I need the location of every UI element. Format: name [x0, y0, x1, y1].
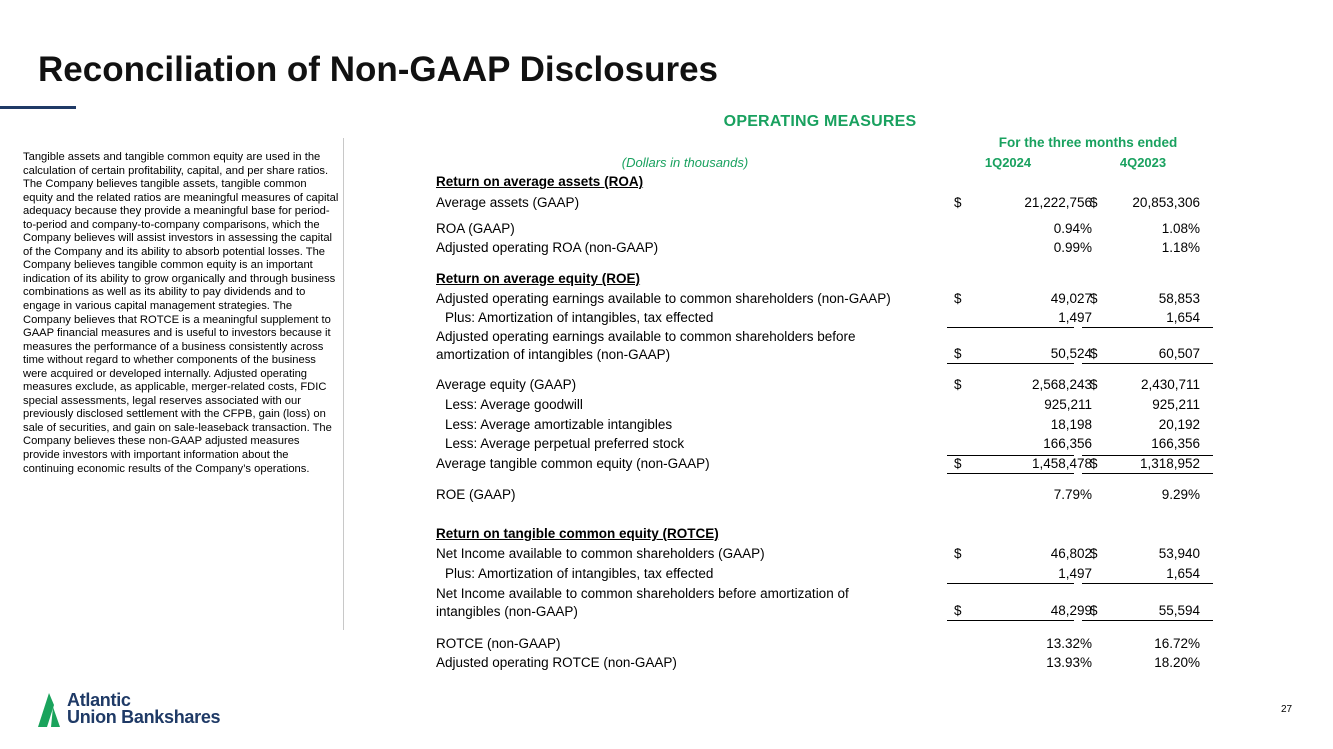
- row-label: Adjusted operating earnings available to common shareholders (non-GAAP): [436, 291, 891, 306]
- dollar-sign: $: [1090, 346, 1098, 361]
- row-label: Less: Average goodwill: [445, 397, 583, 412]
- value-4q2023: 1,654: [1166, 310, 1200, 325]
- table-row-less-preferred-stock: [436, 436, 1216, 453]
- value-1q2024: 1,497: [1058, 310, 1092, 325]
- dollar-sign: $: [1090, 377, 1098, 392]
- value-1q2024: 925,211: [1044, 397, 1092, 412]
- value-4q2023: 60,507: [1158, 346, 1200, 361]
- row-label: Plus: Amortization of intangibles, tax effected: [445, 310, 714, 325]
- row-label: Adjusted operating ROA (non-GAAP): [436, 240, 659, 255]
- value-1q2024: 48,299: [1050, 603, 1092, 618]
- roa-section-header: [436, 174, 1216, 191]
- table-row-less-amortizable-intangibles: [436, 417, 1216, 434]
- value-4q2023: 16.72%: [1154, 636, 1200, 651]
- total-rule: [947, 363, 1074, 364]
- value-4q2023: 1,318,952: [1139, 456, 1200, 471]
- value-4q2023: 166,356: [1151, 436, 1200, 451]
- column-header-1q2024: 1Q2024: [984, 155, 1032, 170]
- column-divider: [343, 138, 344, 630]
- table-row-net-income: [436, 546, 1216, 563]
- row-label: Return on tangible common equity (ROTCE): [436, 526, 719, 541]
- value-4q2023: 1.18%: [1161, 240, 1200, 255]
- roe-section-header: [436, 271, 1216, 288]
- table-row-plus-amortization: [436, 310, 1216, 327]
- row-label: ROE (GAAP): [436, 487, 516, 502]
- row-label-line-2: intangibles (non-GAAP): [436, 604, 578, 619]
- table-row-net-income-before-amortization: [436, 586, 1216, 620]
- value-4q2023: 2,430,711: [1140, 377, 1200, 392]
- logo-mark-icon: [38, 693, 64, 727]
- period-header: For the three months ended: [998, 135, 1178, 150]
- units-note: (Dollars in thousands): [621, 155, 749, 170]
- dollar-sign: $: [1090, 291, 1098, 306]
- value-4q2023: 9.29%: [1161, 487, 1200, 502]
- table-row-roe-gaap: [436, 487, 1216, 504]
- dollar-sign: $: [954, 603, 962, 618]
- dollar-sign: $: [954, 456, 962, 471]
- value-4q2023: 18.20%: [1154, 655, 1200, 670]
- value-4q2023: 925,211: [1152, 397, 1200, 412]
- dollar-sign: $: [954, 291, 962, 306]
- table-row-adjusted-rotce: [436, 655, 1216, 672]
- table-row-adjusted-earnings-before-amortization: [436, 329, 1216, 363]
- row-label: Less: Average perpetual preferred stock: [445, 436, 685, 451]
- subtotal-rule: [947, 583, 1074, 584]
- dollar-sign: $: [954, 195, 962, 210]
- subtotal-rule: [1082, 327, 1213, 328]
- value-1q2024: 49,027: [1050, 291, 1092, 306]
- row-label: Less: Average amortizable intangibles: [445, 417, 673, 432]
- subtotal-rule: [1082, 583, 1213, 584]
- row-label-line-1: Adjusted operating earnings available to common shareholders before: [436, 329, 856, 344]
- value-1q2024: 2,568,243: [1031, 377, 1092, 392]
- table-row-adjusted-earnings: [436, 291, 1216, 308]
- row-label: Average assets (GAAP): [436, 195, 580, 210]
- table-row-plus-amortization-2: [436, 566, 1216, 583]
- page-title: Reconciliation of Non-GAAP Disclosures: [38, 50, 719, 89]
- value-1q2024: 7.79%: [1053, 487, 1092, 502]
- dollar-sign: $: [954, 346, 962, 361]
- total-rule: [947, 473, 1074, 474]
- total-rule: [947, 455, 1074, 456]
- subtotal-rule: [947, 327, 1074, 328]
- row-label: Net Income available to common shareholders (GAAP): [436, 546, 765, 561]
- dollar-sign: $: [1090, 603, 1098, 618]
- company-logo: [38, 690, 278, 730]
- dollar-sign: $: [1090, 546, 1098, 561]
- value-1q2024: 13.93%: [1046, 655, 1092, 670]
- value-4q2023: 55,594: [1158, 603, 1200, 618]
- intro-paragraph: Tangible assets and tangible common equity are used in the calculation of certain profitability, capital, and per share ratios. The Company believes tangible assets, tangible common equity and the related ratios are meaningful measures of capital adequacy because they provide a meaningful base for period-to-period and company-to-company comparisons, which the Company believes will assist investors in assessing the capital of the Company and its ability to absorb potential losses. The Company believes tangible common equity is an important indication of its ability to grow organically and through business combinations as well as its ability to pay dividends and to engage in various capital management strategies. The Company believes that ROTCE is a meaningful supplement to GAAP financial measures and is useful to investors because it measures the performance of a business consistently across time without regard to whether components of the business were acquired or developed internally. Adjusted operating measures exclude, as applicable, merger-related costs, FDIC special assessments, legal reserves associated with our previously disclosed settlement with the CFPB, gain (loss) on sale of securities, and gain on sale-leaseback transaction. The Company believes these non-GAAP adjusted measures provide investors with important information about the continuing economic results of the Company’s operations.: [23, 151, 339, 475]
- row-label: ROA (GAAP): [436, 221, 515, 236]
- section-title: OPERATING MEASURES: [723, 113, 917, 130]
- value-4q2023: 53,940: [1158, 546, 1200, 561]
- dollar-sign: $: [1090, 456, 1098, 471]
- row-label: Adjusted operating ROTCE (non-GAAP): [436, 655, 677, 670]
- row-label-line-1: Net Income available to common shareholders before amortization of: [436, 586, 849, 601]
- table-row-average-equity: [436, 377, 1216, 394]
- title-accent-bar: [0, 106, 76, 109]
- row-label: Return on average equity (ROE): [436, 271, 641, 286]
- page-number: 27: [1281, 704, 1293, 715]
- value-1q2024: 166,356: [1043, 436, 1092, 451]
- row-label-line-2: amortization of intangibles (non-GAAP): [436, 347, 671, 362]
- value-1q2024: 46,802: [1050, 546, 1092, 561]
- column-header-4q2023: 4Q2023: [1119, 155, 1167, 170]
- row-label: Return on average assets (ROA): [436, 174, 644, 189]
- logo-text-line-2: Union Bankshares: [67, 707, 221, 727]
- value-4q2023: 20,853,306: [1132, 195, 1200, 210]
- total-rule: [1082, 620, 1213, 621]
- value-1q2024: 21,222,756: [1024, 195, 1092, 210]
- value-1q2024: 0.99%: [1053, 240, 1092, 255]
- table-row-average-assets: [436, 195, 1216, 212]
- table-row-roa-gaap: [436, 221, 1216, 238]
- table-row-adjusted-roa: [436, 240, 1216, 257]
- total-rule: [1082, 363, 1213, 364]
- row-label: Plus: Amortization of intangibles, tax effected: [445, 566, 714, 581]
- value-1q2024: 1,497: [1058, 566, 1092, 581]
- row-label: ROTCE (non-GAAP): [436, 636, 561, 651]
- total-rule: [947, 620, 1074, 621]
- rotce-section-header: [436, 526, 1216, 543]
- dollar-sign: $: [954, 377, 962, 392]
- row-label: Average tangible common equity (non-GAAP): [436, 456, 710, 471]
- total-rule: [1082, 455, 1213, 456]
- value-4q2023: 58,853: [1158, 291, 1200, 306]
- value-1q2024: 1,458,478: [1031, 456, 1092, 471]
- table-row-average-tangible-common-equity: [436, 456, 1216, 473]
- logo-text-line-1: Atlantic: [67, 690, 131, 710]
- value-1q2024: 0.94%: [1053, 221, 1092, 236]
- table-row-rotce: [436, 636, 1216, 653]
- row-label: [436, 328, 856, 364]
- row-label: Average equity (GAAP): [436, 377, 577, 392]
- value-1q2024: 18,198: [1050, 417, 1092, 432]
- total-rule: [1082, 473, 1213, 474]
- value-4q2023: 1.08%: [1161, 221, 1200, 236]
- value-1q2024: 13.32%: [1046, 636, 1092, 651]
- table-row-less-goodwill: [436, 397, 1216, 414]
- value-1q2024: 50,524: [1050, 346, 1092, 361]
- dollar-sign: $: [1090, 195, 1098, 210]
- dollar-sign: $: [954, 546, 962, 561]
- value-4q2023: 20,192: [1158, 417, 1200, 432]
- row-label: [436, 585, 849, 621]
- value-4q2023: 1,654: [1166, 566, 1200, 581]
